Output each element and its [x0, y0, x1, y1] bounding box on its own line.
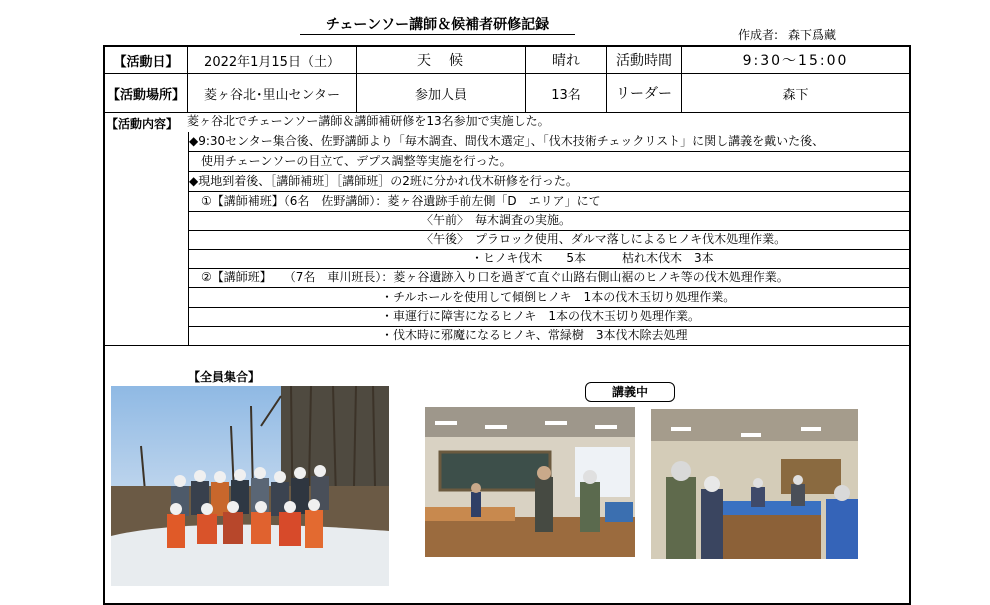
author-label: 作成者:: [738, 28, 779, 42]
time-value: 9:30〜15:00: [681, 45, 911, 74]
content-line-7: 〈午後〉 プラロック使用、ダルマ落しによるヒノキ伐木処理作業。: [188, 230, 911, 250]
content-line-8: ・ヒノキ伐木 5本 枯れ木伐木 3本: [188, 249, 911, 269]
leader-label: リーダー: [606, 73, 682, 113]
content-line-4: ◆現地到着後、［講師補班］［講師班］の2班に分かれ伐木研修を行った。: [188, 172, 911, 192]
lecture-caption: 講義中: [585, 382, 675, 402]
content-label: 【活動内容】: [106, 117, 179, 131]
author-name: 森下爲藏: [788, 28, 837, 42]
author: [738, 26, 836, 43]
group-photo-caption: 【全員集合】: [188, 370, 261, 384]
document-title: チェーンソー講師＆候補者研修記録: [300, 16, 575, 35]
participants-label: 参加人員: [356, 73, 526, 113]
content-line-9: ②【講師班】 （7名 車川班長）：菱ヶ谷遺跡入り口を過ぎて直ぐ山路右側山裾のヒノキ等の伐木処理作業。: [188, 268, 911, 288]
weather-value: 晴れ: [525, 45, 607, 74]
content-line-2: ◆9:30センター集合後、佐野講師より「毎木調査、間伐木選定」、「伐木技術チェックリスト」に関し講義を戴いた後、: [188, 132, 911, 152]
leader-value: 森下: [681, 73, 911, 113]
content-line-10: ・チルホールを使用して傾倒ヒノキ 1本の伐木玉切り処理作業。: [188, 288, 911, 308]
content-line-5: ①【講師補班】（6名 佐野講師）：菱ヶ谷遺跡手前左側「D エリア」にて: [188, 192, 911, 212]
group-photo: [111, 386, 389, 586]
time-label: 活動時間: [606, 45, 682, 74]
place-label: 【活動場所】: [103, 73, 188, 113]
lecture-photo-2: [651, 409, 858, 559]
lecture-photo-1: [425, 407, 635, 557]
content-line-6: 〈午前〉 毎木調査の実施。: [188, 211, 911, 231]
content-line-11: ・車運行に障害になるヒノキ 1本の伐木玉切り処理作業。: [188, 307, 911, 327]
content-line-1: 菱ヶ谷北でチェーンソー講師＆講師補研修を13名参加で実施した。: [187, 114, 550, 128]
participants-value: 13名: [525, 73, 607, 113]
weather-label: 天 候: [356, 45, 526, 74]
content-line-12: ・伐木時に邪魔になるヒノキ、常緑樹 3本伐木除去処理: [188, 326, 911, 346]
place-value: 菱ヶ谷北･里山センター: [187, 73, 357, 113]
date-label: 【活動日】: [103, 45, 188, 74]
content-line-3: 使用チェーンソーの目立て、デプス調整等実施を行った。: [188, 152, 911, 172]
date-value: 2022年1月15日（土）: [187, 45, 357, 74]
